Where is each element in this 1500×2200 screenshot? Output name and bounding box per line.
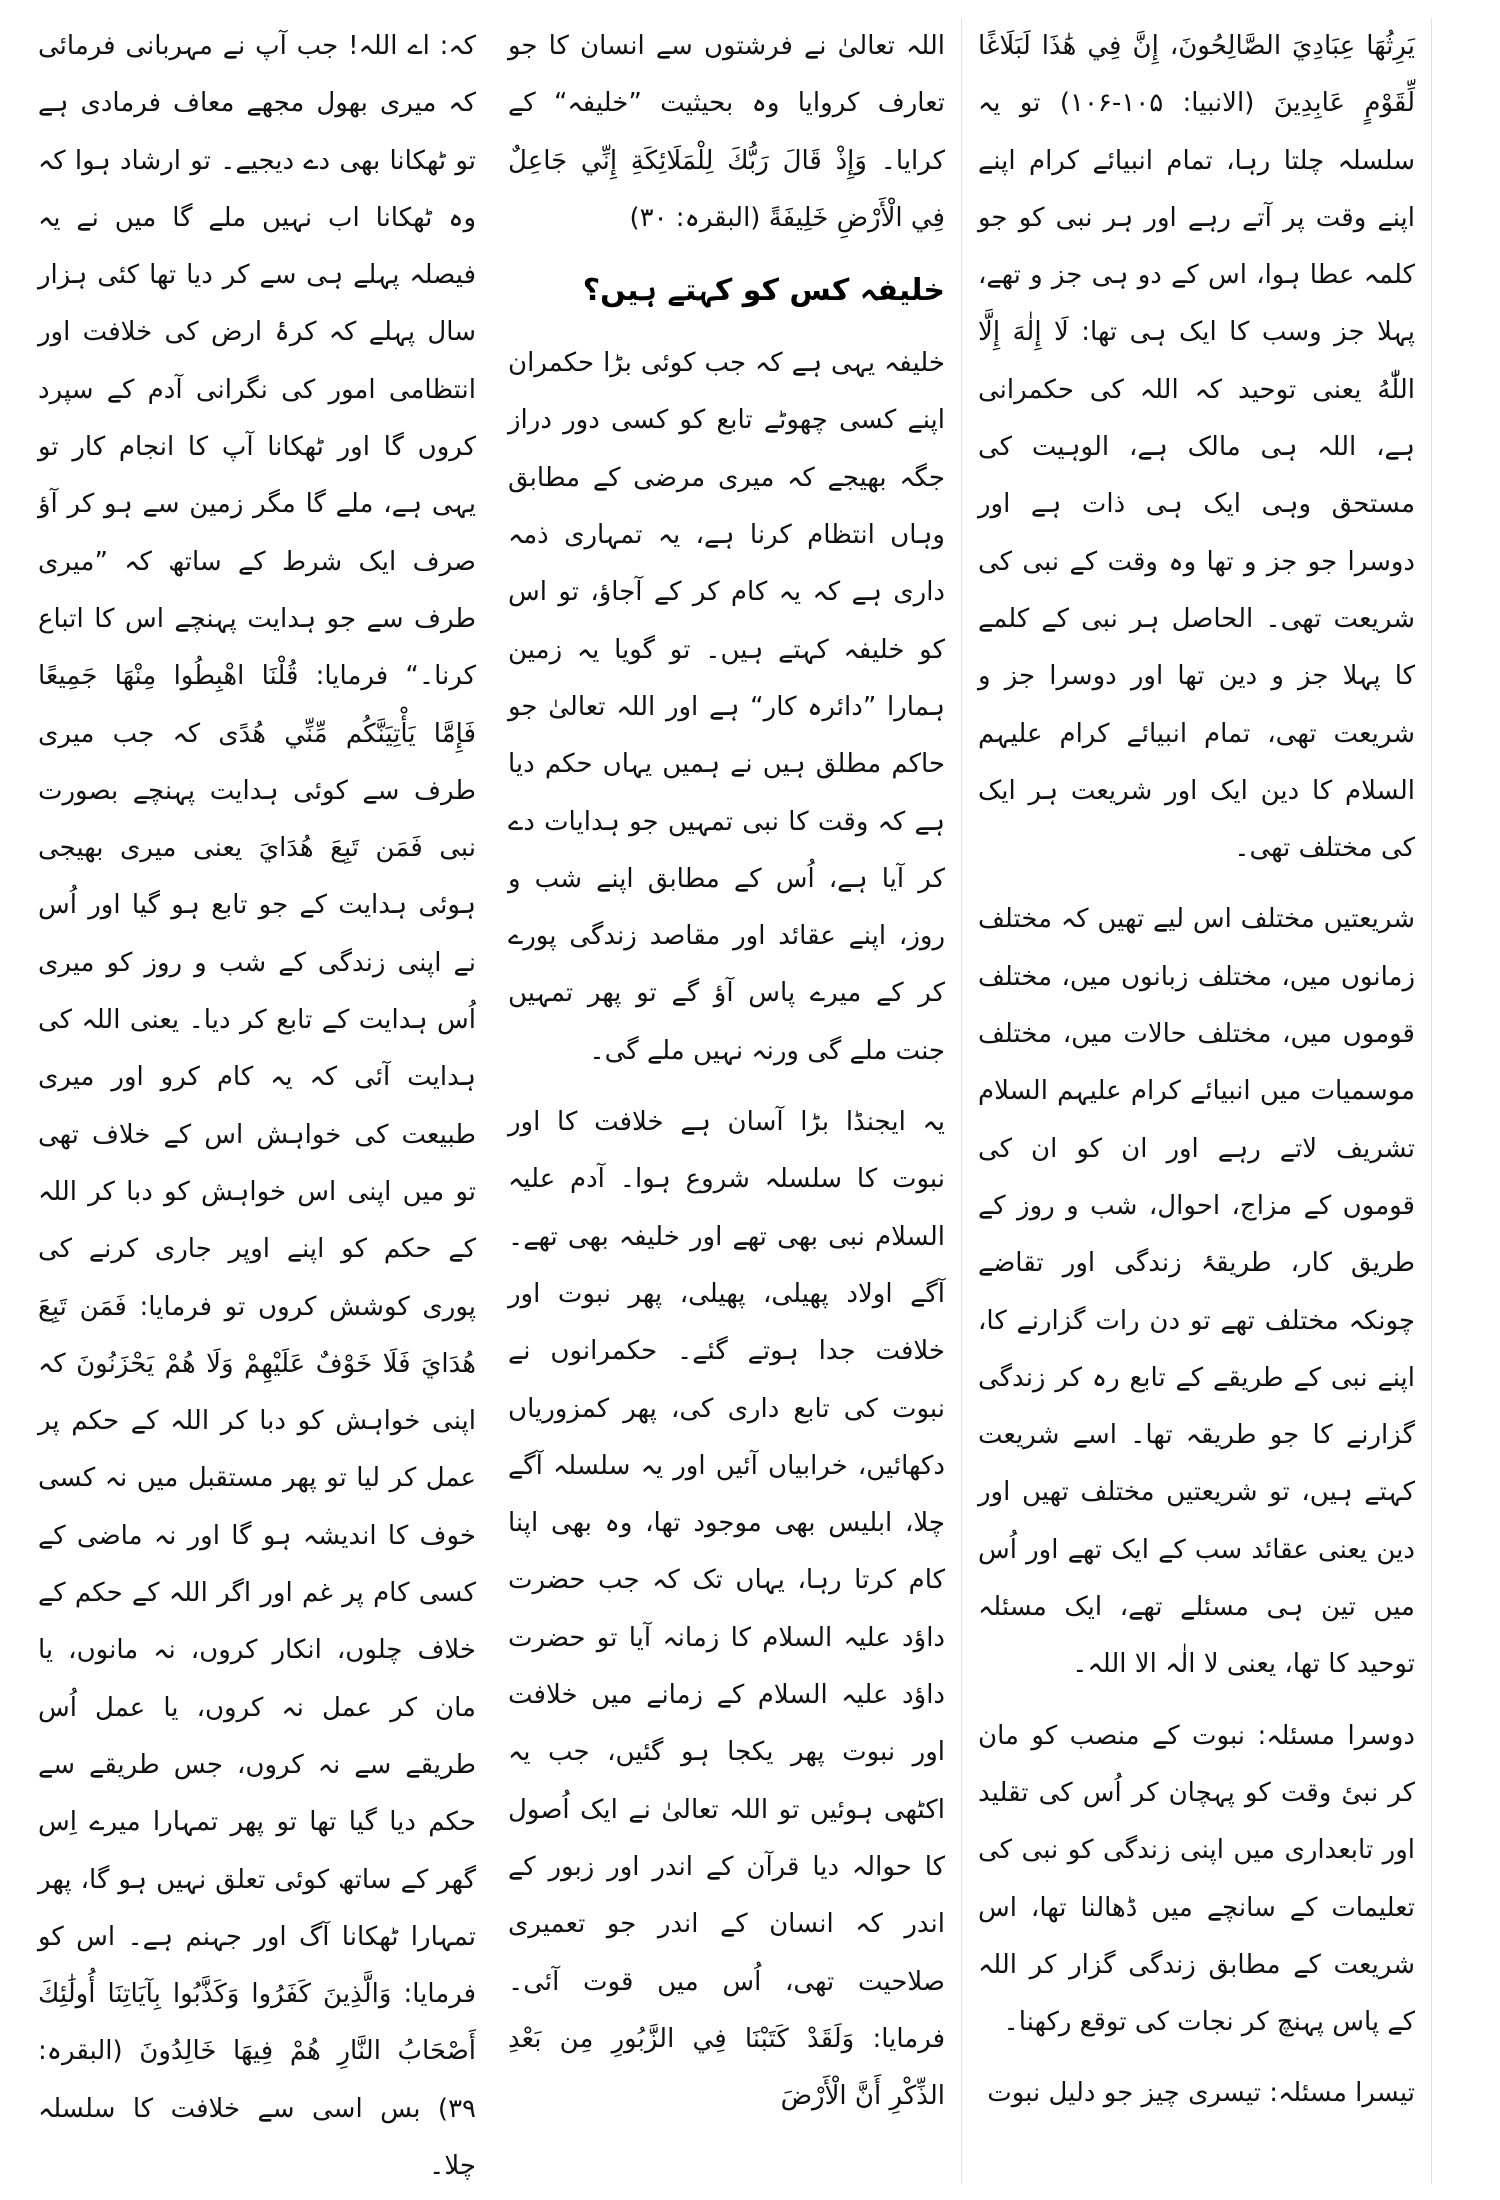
paragraph: خلیفہ یہی ہے کہ جب کوئی بڑا حکمران اپنے کسی چھوٹے تابع کو کسی دور دراز جگہ بھیجے کہ میری مرضی کے مطابق وہاں انتظام کرنا ہے، یہ تمہاری ذمہ داری ہے کہ یہ کام کر کے آجاؤ، تو اس کو خلیفہ کہتے ہیں۔ تو گویا یہ زمین ہمارا ”دائرہ کار“ ہے اور اللہ تعالیٰ جو حاکم مطلق ہیں نے ہمیں یہاں حکم دیا ہے کہ وقت کا نبی تمہیں جو ہدایات دے کر آیا ہے، اُس کے مطابق اپنے شب و روز، اپنے عقائد اور مقاصد زندگی پورے کر کے میرے پاس آؤ گے تو پھر تمہیں جنت ملے گی ورنہ نہیں ملے گی۔ bbox=[508, 348, 945, 1066]
paragraph: شریعتیں مختلف اس لیے تھیں کہ مختلف زمانوں میں، مختلف زبانوں میں، مختلف قوموں میں، مختلف حالات میں، مختلف موسمیات میں انبیائے کرام علیہم السلام تشریف لاتے رہے اور ان کو ان کی قوموں کے مزاج، احوال، شب و روز کے طریق کار، طریقۂ زندگی اور تقاضے چونکہ مختلف تھے تو دن رات گزارنے کا، اپنے نبی کے طریقے کے تابع رہ کر زندگی گزارنے کا جو طریقہ تھا۔ اسے شریعت کہتے ہیں، تو شریعتیں مختلف تھیں اور دین یعنی عقائد سب کے ایک تھے اور اُس میں تین ہی مسئلے تھے، ایک مسئلہ توحید کا تھا، یعنی لا الٰہ الا اللہ۔ bbox=[978, 904, 1415, 1680]
column-right bbox=[22, 18, 492, 2184]
paragraph: يَرِثُهَا عِبَادِيَ الصَّالِحُونَ، إِنَّ فِي هَٰذَا لَبَلَاغًا لِّقَوْمٍ عَابِدِينَ (الانبیا: ۱۰۵-۱۰۶) تو یہ سلسلہ چلتا رہا، تمام انبیائے کرام اپنے اپنے وقت پر آتے رہے اور ہر نبی کو جو کلمہ عطا ہوا، اس کے دو ہی جز و تھے، پہلا جز وسب کا ایک ہی تھا: لَا إِلٰهَ إِلَّا اللّٰهُ یعنی توحید کہ اللہ کی حکمرانی ہے، اللہ ہی مالک ہے، الوہیت کی مستحق وہی ایک ہی ذات ہے اور دوسرا جو جز و تھا وہ وقت کے نبی کی شریعت تھی۔ الحاصل ہر نبی کے کلمے کا پہلا جز و دین تھا اور دوسرا جز و شریعت تھی، تمام انبیائے کرام علیہم السلام کا دین ایک اور شریعت ہر ایک کی مختلف تھی۔ bbox=[978, 31, 1415, 864]
newspaper-page bbox=[22, 18, 1478, 2184]
paragraph: دوسرا مسئلہ: نبوت کے منصب کو مان کر نبیٔ وقت کو پہچان کر اُس کی تقلید اور تابعداری میں اپنی زندگی کو نبی کی تعلیمات کے سانچے میں ڈھالنا تھا، اس شریعت کے مطابق زندگی گزار کر اللہ کے پاس پہنچ کر نجات کی توقع رکھنا۔ bbox=[978, 1720, 1415, 2038]
paragraph: تیسرا مسئلہ: تیسری چیز جو دلیل نبوت bbox=[987, 2078, 1415, 2109]
paragraph: یہ ایجنڈا بڑا آسان ہے خلافت کا اور نبوت کا سلسلہ شروع ہوا۔ آدم علیہ السلام نبی بھی تھے اور خلیفہ بھی تھے۔ آگے اولاد پھیلی، پھیلی، پھر نبوت اور خلافت جدا ہوتے گئے۔ حکمرانوں نے نبوت کی تابع داری کی، پھر کمزوریاں دکھائیں، خرابیاں آئیں اور یہ سلسلہ آگے چلا، ابلیس بھی موجود تھا، وہ بھی اپنا کام کرتا رہا، یہاں تک کہ جب حضرت داؤد علیہ السلام کا زمانہ آیا تو حضرت داؤد علیہ السلام کے زمانے میں خلافت اور نبوت پھر یکجا ہو گئیں، جب یہ اکٹھی ہوئیں تو اللہ تعالیٰ نے ایک اُصول کا حوالہ دیا قرآن کے اندر اور زبور کے اندر کہ انسان کے اندر جو تعمیری صلاحیت تھی، اُس میں قوت آئی۔ فرمایا: وَلَقَدْ كَتَبْنَا فِي الزَّبُورِ مِن بَعْدِ الذِّكْرِ أَنَّ الْأَرْضَ bbox=[508, 1107, 945, 2112]
column-left bbox=[962, 18, 1432, 2184]
section-heading: خلیفہ کس کو کہتے ہیں؟ bbox=[582, 273, 945, 309]
column-middle bbox=[492, 18, 962, 2184]
paragraph: کہ: اے اللہ! جب آپ نے مہربانی فرمائی کہ میری بھول مجھے معاف فرمادی ہے تو ٹھکانا بھی دے دیجیے۔ تو ارشاد ہوا کہ وہ ٹھکانا اب نہیں ملے گا میں نے یہ فیصلہ پہلے ہی سے کر دیا تھا کئی ہزار سال پہلے کہ کرۂ ارض کی خلافت اور انتظامی امور کی نگرانی آدم کے سپرد کروں گا اور ٹھکانا آپ کا انجام کار تو یہی ہے، ملے گا مگر زمین سے ہو کر آؤ صرف ایک شرط کے ساتھ کہ ”میری طرف سے جو ہدایت پہنچے اس کا اتباع کرنا۔“ فرمایا: قُلْنَا اهْبِطُوا مِنْهَا جَمِيعًا فَإِمَّا يَأْتِيَنَّكُم مِّنِّي هُدًى کہ جب میری طرف سے کوئی ہدایت پہنچے بصورت نبی فَمَن تَبِعَ هُدَايَ یعنی میری بھیجی ہوئی ہدایت کے جو تابع ہو گیا اور اُس نے اپنی زندگی کے شب و روز کو میری اُس ہدایت کے تابع کر دیا۔ یعنی اللہ کی ہدایت آئی کہ یہ کام کرو اور میری طبیعت کی خواہش اس کے خلاف تھی تو میں اپنی اس خواہش کو دبا کر اللہ کے حکم کو اپنے اوپر جاری کرنے کی پوری کوشش کروں تو فرمایا: فَمَن تَبِعَ هُدَايَ فَلَا خَوْفٌ عَلَيْهِمْ وَلَا هُمْ يَحْزَنُونَ کہ اپنی خواہش کو دبا کر اللہ کے حکم پر عمل کر لیا تو پھر مستقبل میں نہ کسی خوف کا اندیشہ ہو گا اور نہ ماضی کے کسی کام پر غم اور اگر اللہ کے حکم کے خلاف چلوں، انکار کروں، نہ مانوں، یا مان کر عمل نہ کروں، یا عمل اُس طریقے سے نہ کروں، جس طریقے سے حکم دیا گیا تھا تو پھر تمہارا میرے اِس گھر کے ساتھ کوئی تعلق نہیں ہو گا، پھر تمہارا ٹھکانا آگ اور جہنم ہے۔ اس کو فرمایا: وَالَّذِينَ كَفَرُوا وَكَذَّبُوا بِآيَاتِنَا أُولَٰئِكَ أَصْحَابُ النَّارِ هُمْ فِيهَا خَالِدُونَ (البقرہ: ۳۹) بس اسی سے خلافت کا سلسلہ چلا۔ bbox=[38, 31, 476, 2181]
paragraph: اللہ تعالیٰ نے فرشتوں سے انسان کا جو تعارف کروایا وہ بحیثیت ”خلیفہ“ کے کرایا۔ وَإِذْ قَالَ رَبُّكَ لِلْمَلَائِكَةِ إِنِّي جَاعِلٌ فِي الْأَرْضِ خَلِيفَةً (البقرہ: ۳۰) bbox=[508, 31, 945, 233]
